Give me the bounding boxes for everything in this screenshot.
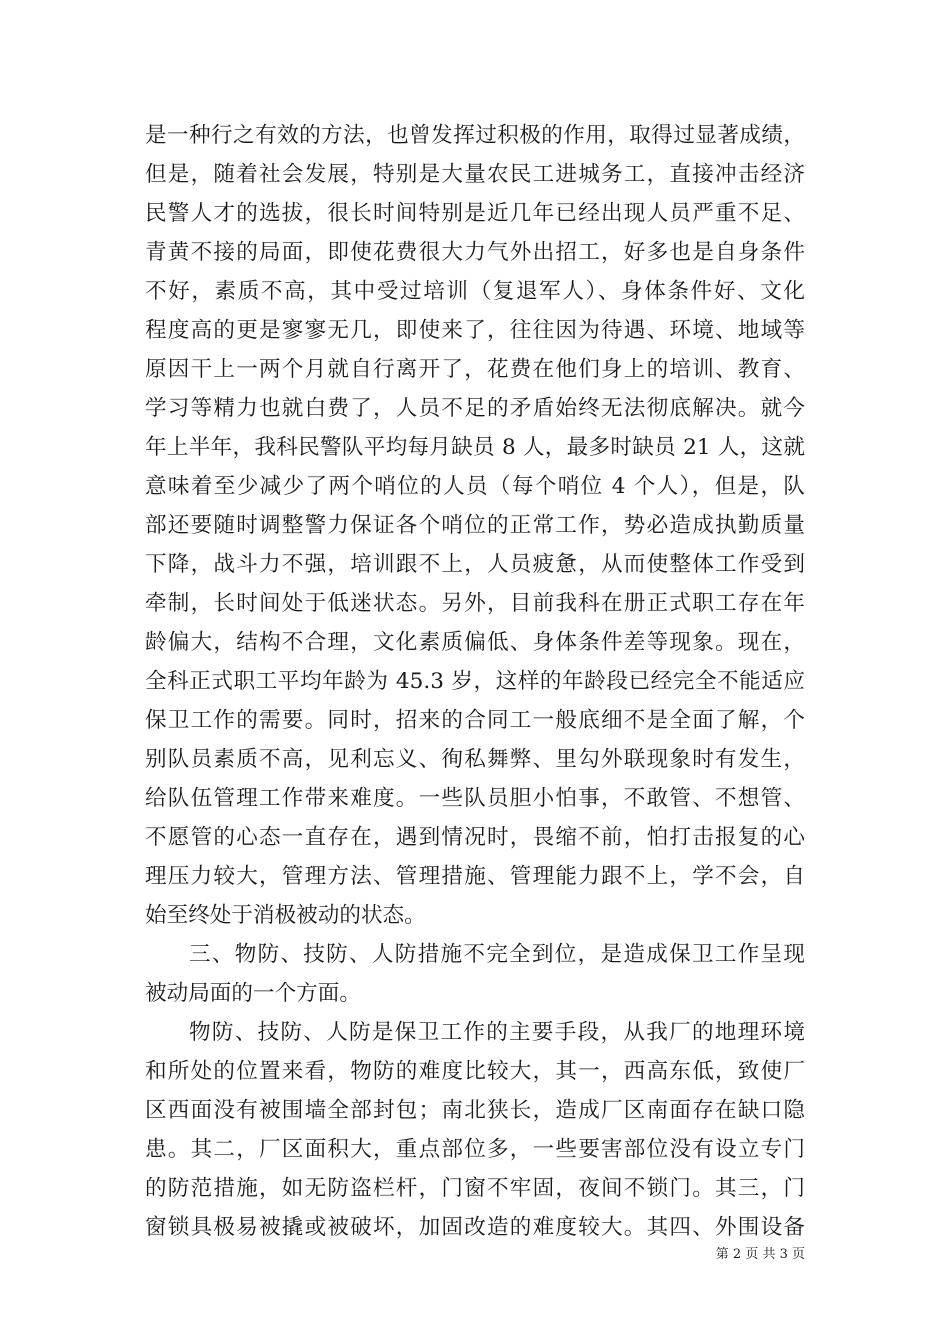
- body-text-line: 给队伍管理工作带来难度。一些队员胆小怕事，不敢管、不想管、: [145, 786, 805, 811]
- body-text-line: 龄偏大，结构不合理，文化素质偏低、身体条件差等现象。现在，: [145, 630, 805, 655]
- body-text-line: 青黄不接的局面，即使花费很大力气外出招工，好多也是自身条件: [145, 240, 805, 265]
- body-text-line: 和所处的位置来看，物防的难度比较大，其一，西高东低，致使厂: [145, 1059, 805, 1084]
- section-heading-line: 三、物防、技防、人防措施不完全到位，是造成保卫工作呈现: [189, 942, 805, 967]
- body-text-line: 民警人才的选拔，很长时间特别是近几年已经出现人员严重不足、: [145, 201, 805, 226]
- body-text-line: 保卫工作的需要。同时，招来的合同工一般底细不是全面了解，个: [145, 708, 805, 733]
- body-text-line: 程度高的更是寥寥无几，即使来了，往往因为待遇、环境、地域等: [145, 318, 805, 343]
- body-text-line: 下降，战斗力不强，培训跟不上，人员疲惫，从而使整体工作受到: [145, 552, 805, 577]
- body-text-line: 理压力较大，管理方法、管理措施、管理能力跟不上，学不会，自: [145, 864, 805, 889]
- body-text-line: 不好，素质不高，其中受过培训（复退军人）、身体条件好、文化: [145, 279, 805, 304]
- body-text-line: 始至终处于消极被动的状态。: [145, 903, 426, 928]
- body-text-line: 物防、技防、人防是保卫工作的主要手段，从我厂的地理环境: [189, 1020, 805, 1045]
- section-heading-line: 被动局面的一个方面。: [145, 981, 361, 1006]
- body-text-line: 的防范措施，如无防盗栏杆，门窗不牢固，夜间不锁门。其三，门: [145, 1176, 805, 1201]
- body-text-line: 牵制，长时间处于低迷状态。另外，目前我科在册正式职工存在年: [145, 591, 805, 616]
- body-text-line: 学习等精力也就白费了，人员不足的矛盾始终无法彻底解决。就今: [145, 396, 805, 421]
- body-text-line: 意味着至少减少了两个哨位的人员（每个哨位 4 个人），但是，队: [145, 474, 805, 499]
- body-text-line: 但是，随着社会发展，特别是大量农民工进城务工，直接冲击经济: [145, 162, 805, 187]
- body-text-line: 部还要随时调整警力保证各个哨位的正常工作，势必造成执勤质量: [145, 513, 805, 538]
- body-text-line: 患。其二，厂区面积大，重点部位多，一些要害部位没有设立专门: [145, 1137, 805, 1162]
- page-number: 第 2 页 共 3 页: [715, 1247, 805, 1262]
- body-text-line: 原因干上一两个月就自行离开了，花费在他们身上的培训、教育、: [145, 357, 805, 382]
- body-text-line: 全科正式职工平均年龄为 45.3 岁，这样的年龄段已经完全不能适应: [145, 669, 805, 694]
- body-text-line: 不愿管的心态一直存在，遇到情况时，畏缩不前，怕打击报复的心: [145, 825, 805, 850]
- body-text-line: 别队员素质不高，见利忘义、徇私舞弊、里勾外联现象时有发生，: [145, 747, 805, 772]
- body-text-line: 年上半年，我科民警队平均每月缺员 8 人，最多时缺员 21 人，这就: [145, 435, 805, 460]
- body-text-line: 窗锁具极易被撬或被破坏，加固改造的难度较大。其四、外围设备: [145, 1215, 805, 1240]
- body-text-line: 区西面没有被围墙全部封包；南北狭长，造成厂区南面存在缺口隐: [145, 1098, 805, 1123]
- body-text-line: 是一种行之有效的方法，也曾发挥过积极的作用，取得过显著成绩，: [145, 123, 805, 148]
